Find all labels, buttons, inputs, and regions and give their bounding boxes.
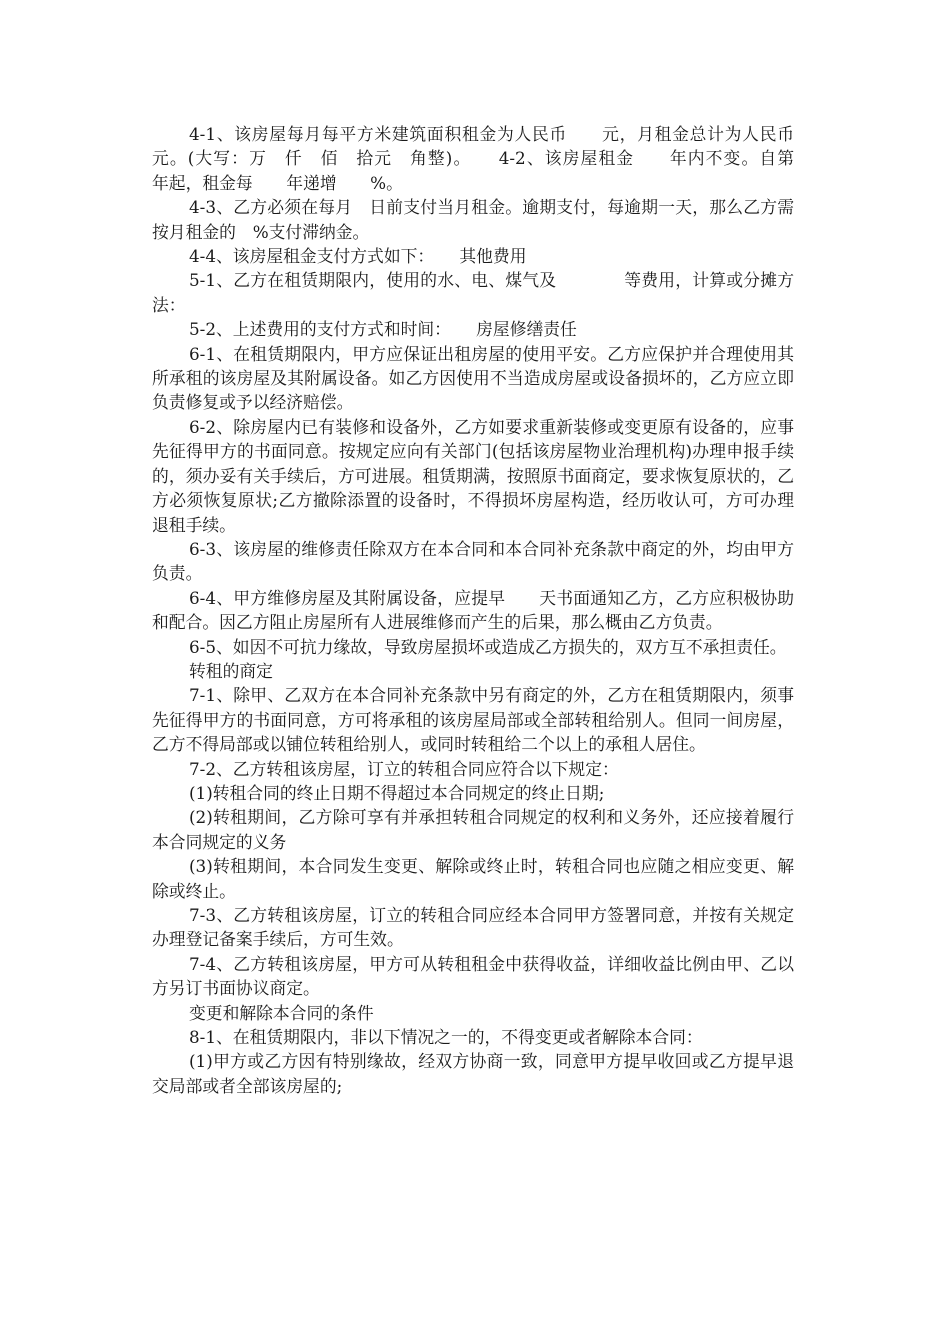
document-body <box>152 122 828 1098</box>
clause-7-1: 7-1、除甲、乙双方在本合同补充条款中另有商定的外，乙方在租赁期限内，须事先征得甲方的书面同意，方可将承租的该房屋局部或全部转租给别人。但同一间房屋，乙方不得局部或以铺位转租给别人，或同时转租给二个以上的承租人居住。 <box>152 685 794 755</box>
clause-6-3: 6-3、该房屋的维修责任除双方在本合同和本合同补充条款中商定的外，均由甲方负责。 <box>152 538 794 584</box>
clause-7-2: 7-2、乙方转租该房屋，订立的转租合同应符合以下规定： <box>189 758 619 779</box>
clause-4-4: 4-4、该房屋租金支付方式如下： 其他费用 <box>189 246 527 267</box>
clause-7-3: 7-3、乙方转租该房屋，订立的转租合同应经本合同甲方签署同意，并按有关规定办理登记备案手续后，方可生效。 <box>152 905 794 950</box>
clause-7-2-item-1: (1)转租合同的终止日期不得超过本合同规定的终止日期; <box>189 782 605 803</box>
clause-6-2: 6-2、除房屋内已有装修和设备外，乙方如要求重新装修或变更原有设备的，应事先征得甲方的书面同意。按规定应向有关部门(包括该房屋物业治理机构)办理申报手续的，须办妥有关手续后，方可进展。租赁期满，按照原书面商定，要求恢复原状的，乙方必须恢复原状;乙方撤除添置的设备时，不得损坏房屋构造，经历收认可，方可办理退租手续。 <box>152 416 794 535</box>
clause-5-2: 5-2、上述费用的支付方式和时间： 房屋修缮责任 <box>189 319 577 340</box>
section-heading-termination: 变更和解除本合同的条件 <box>189 1002 374 1023</box>
clause-7-2-item-2: (2)转租期间，乙方除可享有并承担转租合同规定的权利和义务外，还应接着履行本合同规定的义务 <box>152 807 794 852</box>
section-heading-sublease: 转租的商定 <box>189 660 273 681</box>
clause-8-1-item-1: (1)甲方或乙方因有特别缘故，经双方协商一致，同意甲方提早收回或乙方提早退交局部或者全部该房屋的; <box>152 1051 794 1096</box>
clause-8-1: 8-1、在租赁期限内，非以下情况之一的，不得变更或者解除本合同： <box>189 1027 703 1048</box>
clause-5-1: 5-1、乙方在租赁期限内，使用的水、电、煤气及 等费用，计算或分摊方法： <box>152 270 794 315</box>
clause-4-1: 4-1、该房屋每月每平方米建筑面积租金为人民币 元，月租金总计为人民币 元。(大写：万 仟 佰 拾元 角整)。 4-2、该房屋租金 年内不变。自第 年起，租金每 年递增 %。 <box>152 124 828 193</box>
clause-7-4: 7-4、乙方转租该房屋，甲方可从转租租金中获得收益，详细收益比例由甲、乙以方另订书面协议商定。 <box>152 953 794 999</box>
clause-6-1: 6-1、在租赁期限内，甲方应保证出租房屋的使用平安。乙方应保护并合理使用其所承租的该房屋及其附属设备。如乙方因使用不当造成房屋或设备损坏的，乙方应立即负责修复或予以经济赔偿。 <box>152 343 794 413</box>
clause-7-2-item-3: (3)转租期间，本合同发生变更、解除或终止时，转租合同也应随之相应变更、解除或终止。 <box>152 856 794 901</box>
clause-6-4: 6-4、甲方维修房屋及其附属设备，应提早 天书面通知乙方，乙方应积极协助和配合。因乙方阻止房屋所有人进展维修而产生的后果，那么概由乙方负责。 <box>152 587 794 633</box>
clause-4-3: 4-3、乙方必须在每月 日前支付当月租金。逾期支付，每逾期一天，那么乙方需按月租金的 %支付滞纳金。 <box>152 197 794 242</box>
clause-6-5: 6-5、如因不可抗力缘故，导致房屋损坏或造成乙方损失的，双方互不承担责任。 <box>189 636 787 657</box>
